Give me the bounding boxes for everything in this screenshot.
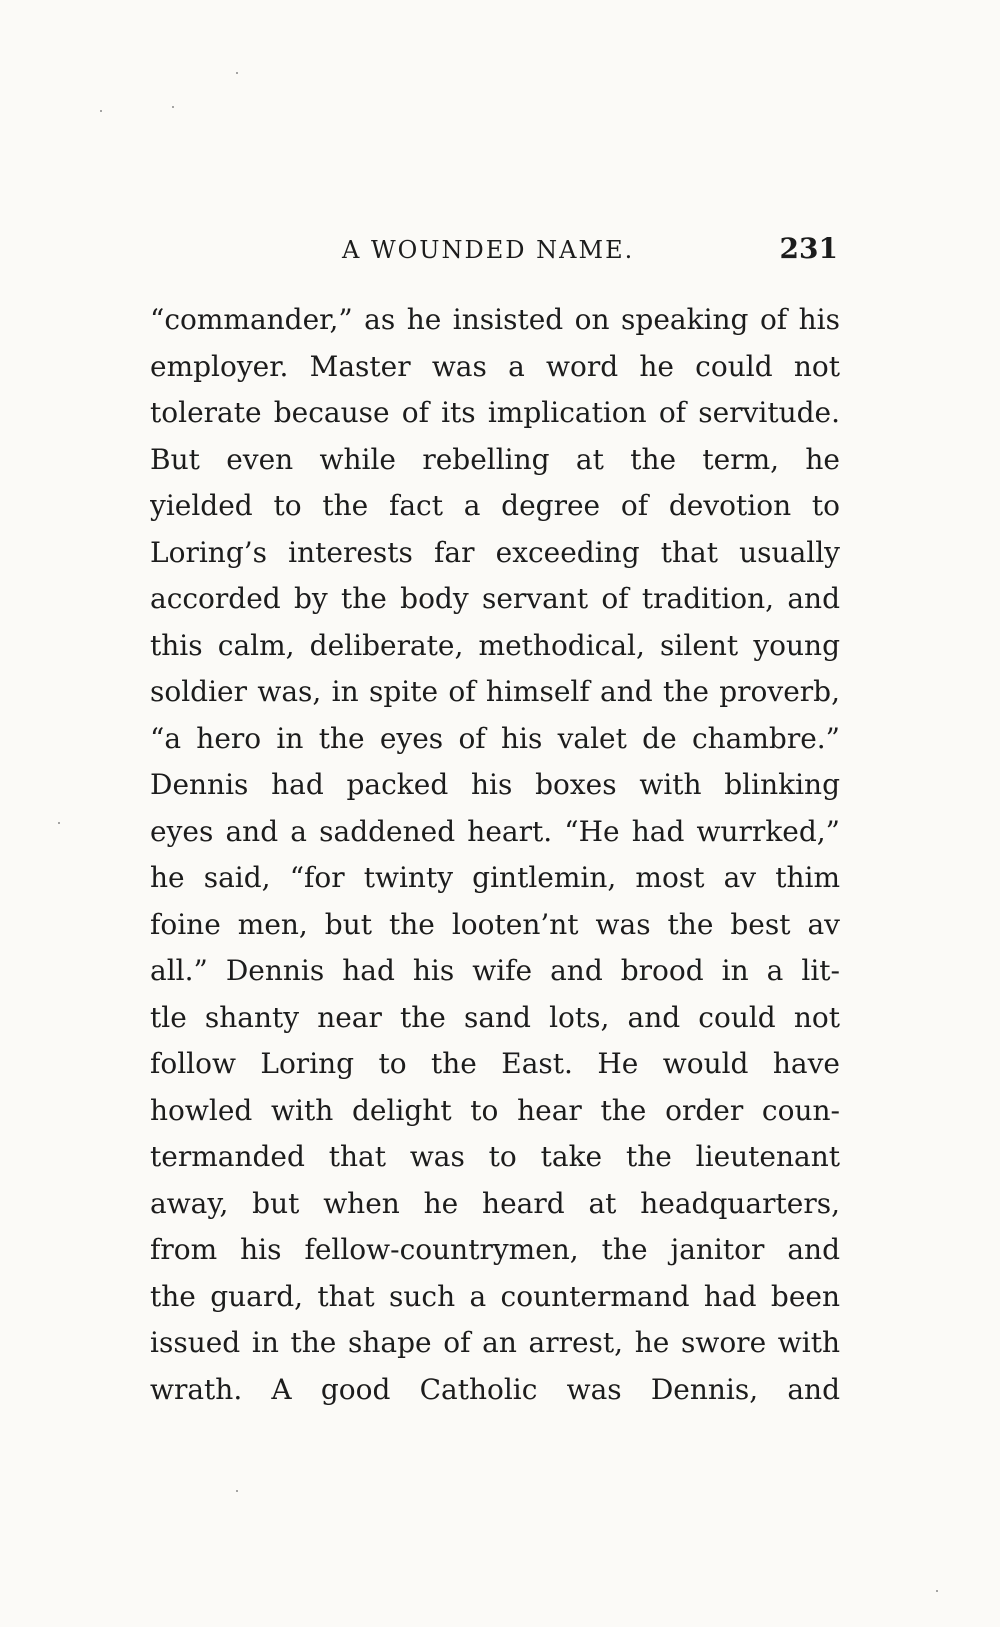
paper-speck [936, 1590, 938, 1592]
text-line: issued in the shape of an arrest, he swore with [150, 1326, 840, 1359]
text-line: tle shanty near the sand lots, and could not [150, 1000, 840, 1034]
text-line: But even while rebelling at the term, he [150, 442, 840, 476]
text-line: employer. Master was a word he could not [150, 349, 840, 383]
text-line: this calm, deliberate, methodical, silent young [150, 628, 840, 662]
text-line: tolerate because of its implication of servitude. [150, 396, 840, 429]
text-line: soldier was, in spite of himself and the proverb, [150, 675, 840, 708]
text-line: accorded by the body servant of tradition, and [150, 582, 840, 615]
paper-speck [100, 110, 102, 112]
text-line: foine men, but the looten’nt was the best av [150, 907, 840, 941]
page-number: 231 [779, 232, 838, 265]
body-text [150, 297, 840, 1413]
text-line: from his fellow-countrymen, the janitor and [150, 1233, 840, 1266]
text-line: eyes and a saddened heart. “He had wurrked,” [150, 814, 840, 848]
paper-speck [236, 1490, 238, 1492]
text-line: howled with delight to hear the order coun- [150, 1093, 840, 1127]
text-line: all.” Dennis had his wife and brood in a lit- [150, 954, 840, 987]
paper-speck [236, 72, 238, 74]
paper-speck [58, 822, 60, 824]
text-line: he said, “for twinty gintlemin, most av thim [150, 861, 840, 894]
text-line: termanded that was to take the lieutenant [150, 1140, 840, 1173]
page-header [150, 232, 840, 276]
running-head: A WOUNDED NAME. [342, 236, 635, 264]
text-line: Dennis had packed his boxes with blinking [150, 768, 840, 801]
text-line: Loring’s interests far exceeding that usually [150, 535, 840, 569]
paper-speck [172, 106, 174, 108]
text-line: away, but when he heard at headquarters, [150, 1186, 840, 1220]
text-line: the guard, that such a countermand had been [150, 1279, 840, 1313]
text-line: “a hero in the eyes of his valet de chambre.” [150, 721, 840, 755]
text-line: “commander,” as he insisted on speaking of his [150, 303, 840, 336]
text-line: yielded to the fact a degree of devotion to [150, 489, 840, 522]
text-line: follow Loring to the East. He would have [150, 1047, 840, 1080]
text-line: wrath. A good Catholic was Dennis, and [150, 1372, 840, 1406]
